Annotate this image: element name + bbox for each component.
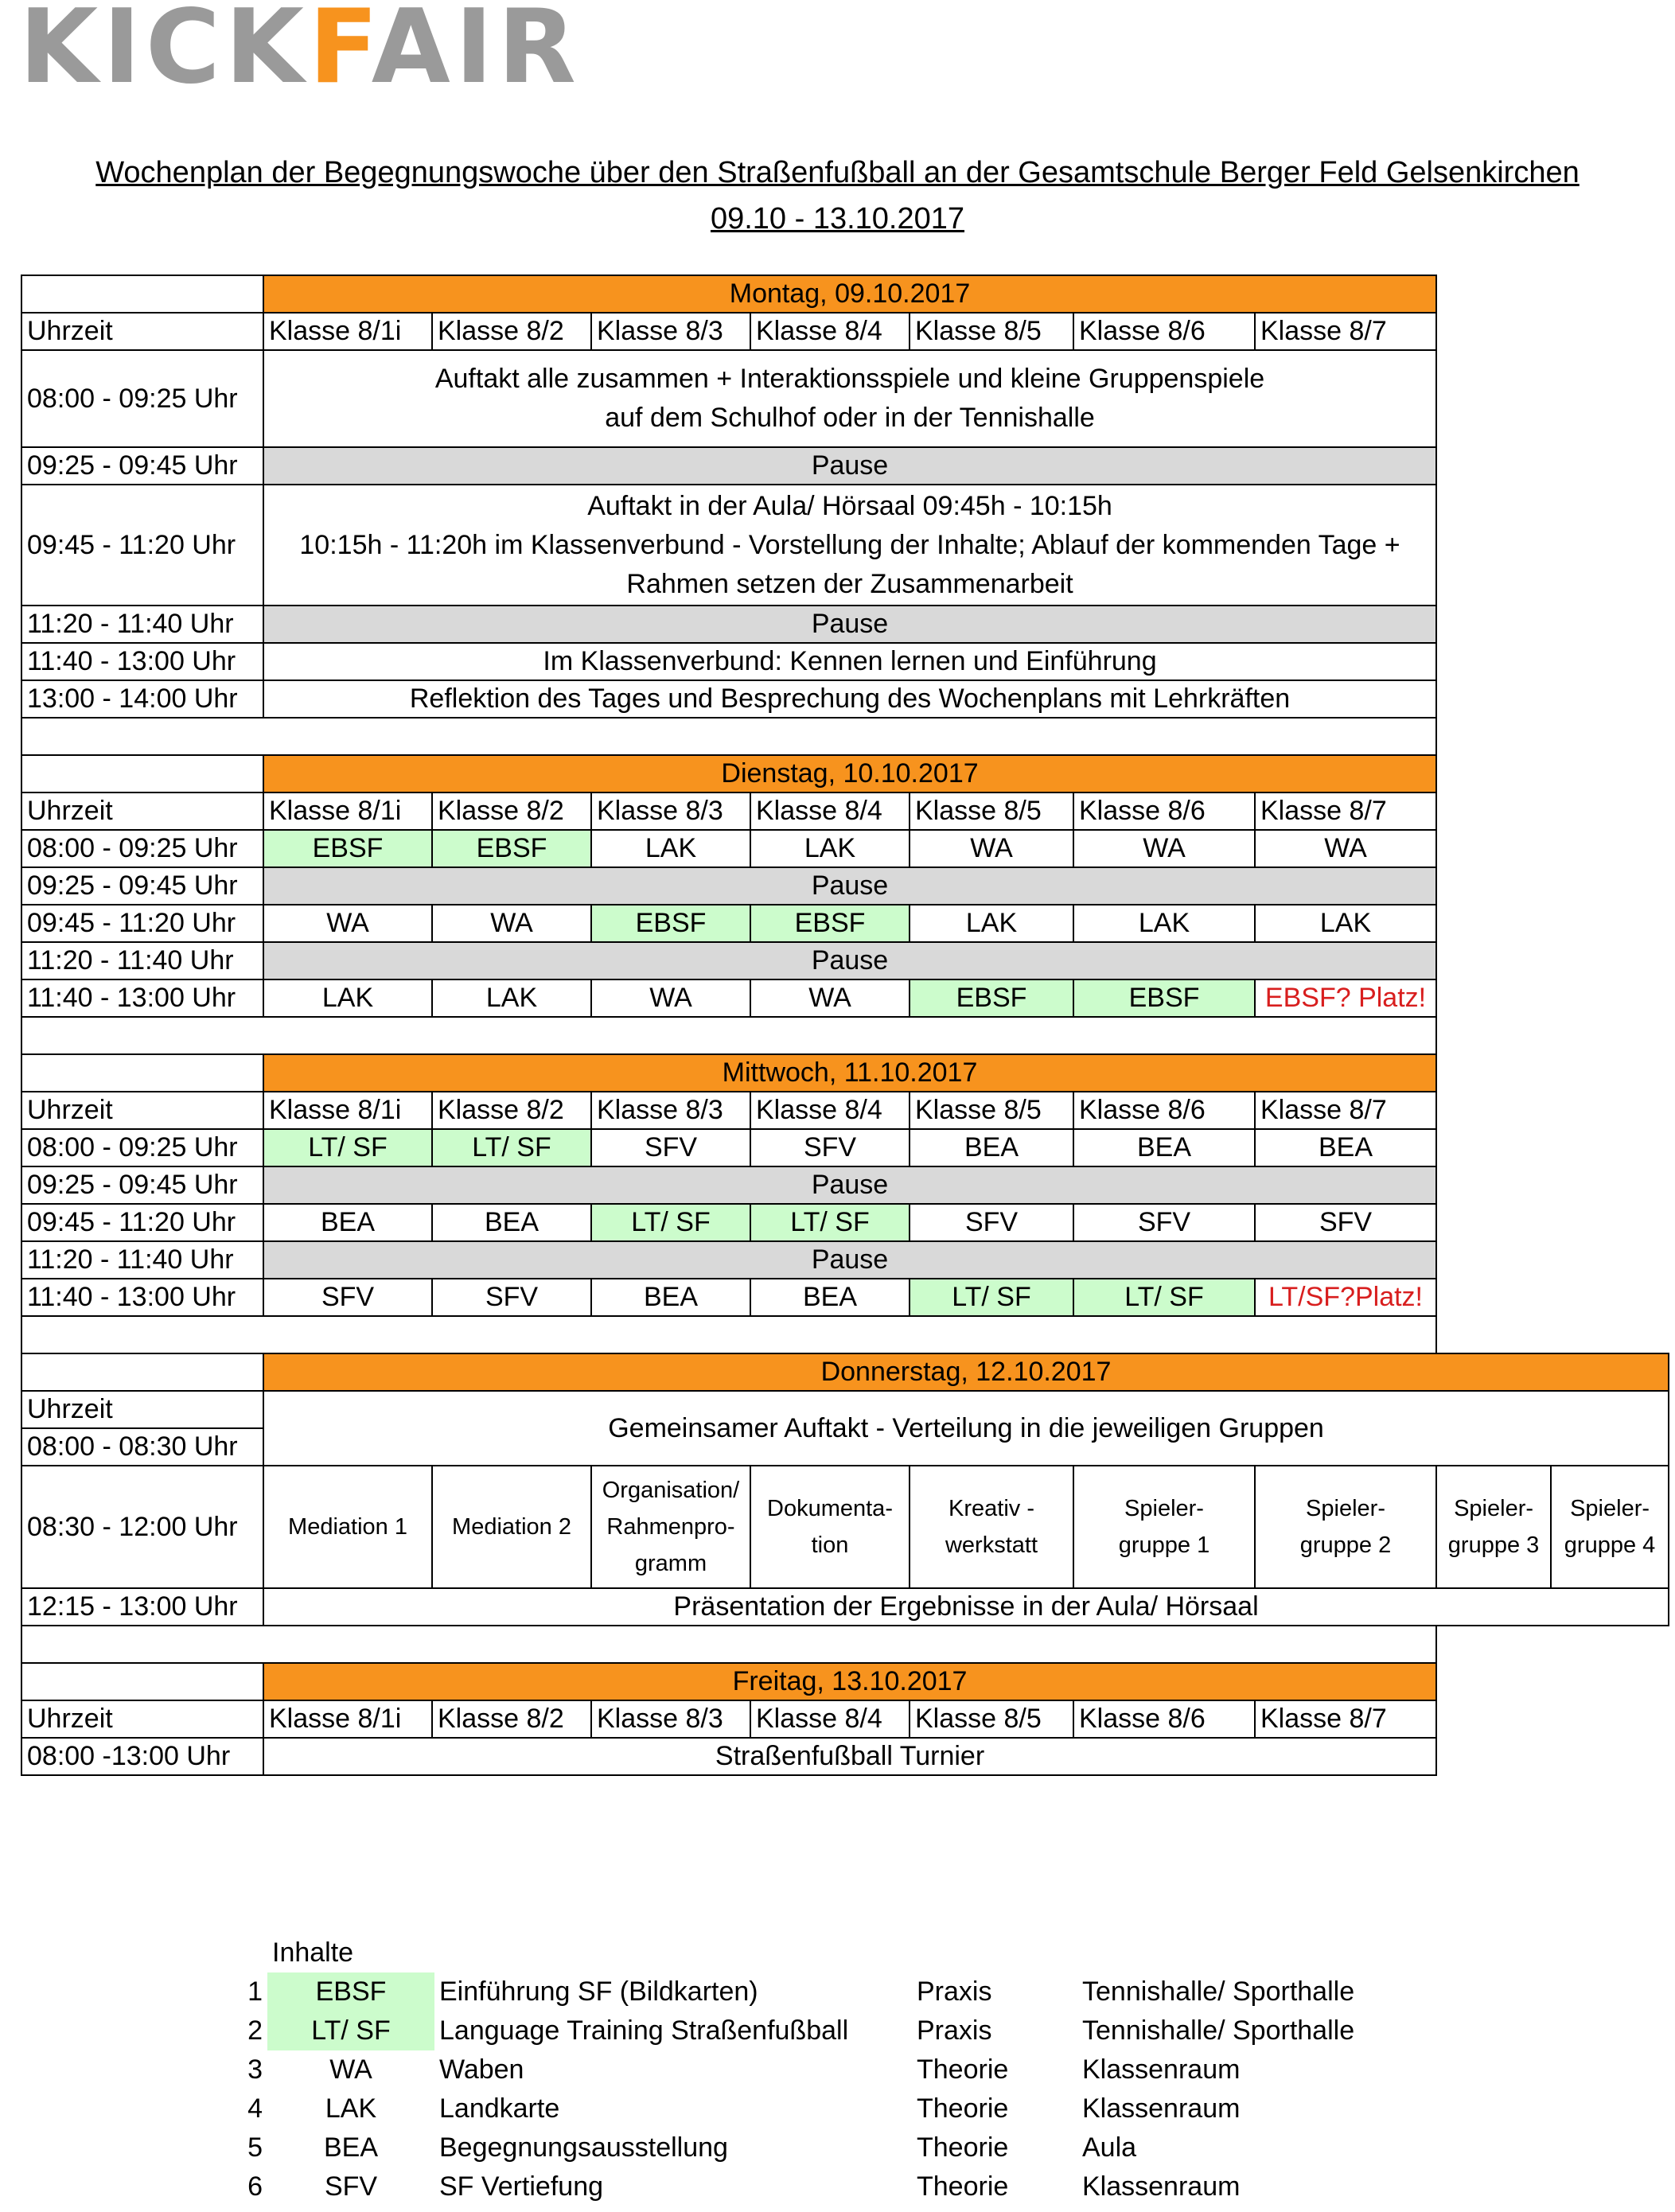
activity-cell: LAK [432,979,591,1017]
time-label: Uhrzeit [21,1092,263,1129]
spacer-row [21,1626,1669,1663]
legend-code: LAK [325,2093,377,2124]
warning-cell: LT/SF?Platz! [1255,1279,1436,1316]
legend-place: Tennishalle/ Sporthalle [1082,1976,1355,2007]
class-label: Klasse 8/5 [910,793,1073,830]
time-cell: 08:00 - 08:30 Uhr [21,1428,263,1466]
legend-name: Language Training Straßenfußball [439,2015,849,2046]
activity-cell: BEA [1073,1129,1255,1166]
activity-cell: BEA [1255,1129,1436,1166]
activity-cell: SFV [910,1204,1073,1241]
activity-cell: LAK [750,830,910,867]
pause-row [21,1241,1669,1279]
group-cell: Kreativ - werkstatt [910,1466,1073,1588]
legend-name: Begegnungsausstellung [439,2132,728,2163]
legend-type: Praxis [917,1976,992,2007]
schedule-row [21,905,1669,942]
tuesday-header-row [21,755,1669,793]
time-cell: 13:00 - 14:00 Uhr [21,680,263,718]
class-label: Klasse 8/6 [1073,793,1255,830]
groups-row [21,1466,1669,1588]
class-label: Klasse 8/7 [1255,793,1436,830]
time-cell: 09:25 - 09:45 Uhr [21,1166,263,1204]
class-label: Klasse 8/5 [910,1092,1073,1129]
monday-class-row [21,313,1669,350]
class-label: Klasse 8/5 [910,313,1073,350]
activity-cell: Reflektion des Tages und Besprechung des Wochenplans mit Lehrkräften [263,680,1436,718]
time-cell: 11:40 - 13:00 Uhr [21,1279,263,1316]
spacer-row [21,1017,1669,1054]
class-label: Klasse 8/3 [591,1700,750,1738]
activity-cell: SFV [1255,1204,1436,1241]
activity-cell: LAK [910,905,1073,942]
activity-cell: SFV [432,1279,591,1316]
schedule-row [21,979,1669,1017]
pause-row [21,1166,1669,1204]
class-label: Klasse 8/2 [432,1700,591,1738]
activity-cell: WA [591,979,750,1017]
legend-row [223,2011,1416,2050]
kickfair-logo [19,0,581,107]
group-cell: Spieler- gruppe 1 [1073,1466,1255,1588]
group-cell: Dokumenta- tion [750,1466,910,1588]
class-label: Klasse 8/7 [1255,1092,1436,1129]
logo-part-3: AIR [371,0,581,107]
class-label: Klasse 8/3 [591,313,750,350]
activity-cell: WA [263,905,432,942]
activity-cell: EBSF [750,905,910,942]
legend-place: Klassenraum [1082,2054,1241,2085]
class-label: Klasse 8/1i [263,793,432,830]
pause-row [21,942,1669,979]
pause-cell: Pause [263,867,1436,905]
pause-cell: Pause [263,1166,1436,1204]
logo-part-1: KICK [19,0,309,107]
class-label: Klasse 8/4 [750,313,910,350]
thursday-header-row [21,1353,1669,1391]
activity-cell: LAK [263,979,432,1017]
activity-cell: BEA [591,1279,750,1316]
day-header-monday: Montag, 09.10.2017 [263,275,1436,313]
activity-cell: EBSF [910,979,1073,1017]
legend-type: Theorie [917,2171,1009,2202]
time-cell: 09:25 - 09:45 Uhr [21,867,263,905]
time-cell: 11:20 - 11:40 Uhr [21,1241,263,1279]
warning-cell: EBSF? Platz! [1255,979,1436,1017]
time-cell: 09:25 - 09:45 Uhr [21,447,263,485]
class-label: Klasse 8/3 [591,793,750,830]
schedule-row [21,350,1669,447]
time-label: Uhrzeit [21,313,263,350]
activity-cell: WA [1255,830,1436,867]
day-header-friday: Freitag, 13.10.2017 [263,1663,1436,1700]
tuesday-class-row [21,793,1669,830]
time-cell: 08:00 - 09:25 Uhr [21,1129,263,1166]
schedule-row [21,1204,1669,1241]
thursday-label-row [21,1391,1669,1428]
activity-cell: LT/ SF [1073,1279,1255,1316]
schedule-row [21,1279,1669,1316]
page-title [0,150,1675,196]
time-cell: 12:15 - 13:00 Uhr [21,1588,263,1626]
time-cell: 11:20 - 11:40 Uhr [21,942,263,979]
time-cell: 08:00 - 09:25 Uhr [21,350,263,447]
pause-row [21,867,1669,905]
activity-cell: SFV [591,1129,750,1166]
pause-cell: Pause [263,942,1436,979]
time-cell: 11:20 - 11:40 Uhr [21,606,263,643]
activity-cell: BEA [910,1129,1073,1166]
legend-code: SFV [324,2171,378,2202]
pause-cell: Pause [263,606,1436,643]
schedule-row [21,1129,1669,1166]
activity-cell: Im Klassenverbund: Kennen lernen und Einführung [263,643,1436,680]
activity-cell: Straßenfußball Turnier [263,1738,1436,1775]
time-cell: 09:45 - 11:20 Uhr [21,485,263,606]
class-label: Klasse 8/4 [750,793,910,830]
legend-row [223,2050,1416,2089]
legend-code: EBSF [267,1972,434,2011]
time-label: Uhrzeit [21,1700,263,1738]
day-header-wednesday: Mittwoch, 11.10.2017 [263,1054,1436,1092]
pause-cell: Pause [263,447,1436,485]
legend-name: Landkarte [439,2093,560,2124]
class-label: Klasse 8/2 [432,793,591,830]
legend-code: LT/ SF [267,2011,434,2050]
class-label: Klasse 8/4 [750,1092,910,1129]
time-cell: 08:00 - 09:25 Uhr [21,830,263,867]
friday-header-row [21,1663,1669,1700]
activity-cell: SFV [263,1279,432,1316]
activity-cell: LT/ SF [750,1204,910,1241]
class-label: Klasse 8/1i [263,313,432,350]
legend-number: 3 [247,2054,263,2085]
legend-place: Klassenraum [1082,2171,1241,2202]
friday-class-row [21,1700,1669,1738]
title-line-2: 09.10 - 13.10.2017 [710,202,965,236]
activity-cell: LT/ SF [432,1129,591,1166]
schedule-row [21,830,1669,867]
activity-cell: SFV [1073,1204,1255,1241]
legend-type: Theorie [917,2132,1009,2163]
legend-table [223,1934,1416,2206]
class-label: Klasse 8/7 [1255,1700,1436,1738]
legend-code: BEA [323,2132,379,2163]
activity-cell: EBSF [432,830,591,867]
schedule-row [21,1738,1669,1775]
activity-cell: BEA [263,1204,432,1241]
time-cell: 11:40 - 13:00 Uhr [21,643,263,680]
time-cell: 08:00 -13:00 Uhr [21,1738,263,1775]
legend-number: 1 [247,1976,263,2007]
group-cell: Spieler- gruppe 4 [1551,1466,1669,1588]
legend-name: Waben [439,2054,524,2085]
activity-cell: LAK [591,830,750,867]
activity-cell: Auftakt alle zusammen + Interaktionsspiele und kleine Gruppenspiele auf dem Schulhof oder in der Tennishalle [263,350,1436,447]
legend-type: Praxis [917,2015,992,2046]
schedule-row [21,680,1669,718]
legend-row [223,2128,1416,2167]
class-label: Klasse 8/4 [750,1700,910,1738]
monday-header-row [21,275,1669,313]
legend-number: 2 [247,2015,263,2046]
legend-number: 6 [247,2171,263,2202]
group-cell: Spieler- gruppe 3 [1436,1466,1551,1588]
group-cell: Organisation/ Rahmenpro- gramm [591,1466,750,1588]
title-line-1: Wochenplan der Begegnungswoche über den Straßenfußball an der Gesamtschule Berger Feld Gelsenkirchen [95,156,1580,189]
class-label: Klasse 8/2 [432,313,591,350]
group-cell: Mediation 2 [432,1466,591,1588]
day-header-tuesday: Dienstag, 10.10.2017 [263,755,1436,793]
activity-cell: EBSF [591,905,750,942]
wednesday-header-row [21,1054,1669,1092]
activity-cell: LAK [1255,905,1436,942]
wednesday-class-row [21,1092,1669,1129]
legend-title: Inhalte [272,1937,354,1968]
activity-cell: Präsentation der Ergebnisse in der Aula/ Hörsaal [263,1588,1669,1626]
pause-row [21,606,1669,643]
class-label: Klasse 8/5 [910,1700,1073,1738]
legend-code: WA [329,2054,372,2085]
class-label: Klasse 8/2 [432,1092,591,1129]
activity-cell: EBSF [263,830,432,867]
class-label: Klasse 8/1i [263,1700,432,1738]
legend-type: Theorie [917,2093,1009,2124]
activity-cell: LAK [1073,905,1255,942]
legend-name: Einführung SF (Bildkarten) [439,1976,758,2007]
legend-number: 4 [247,2093,263,2124]
schedule-row [21,643,1669,680]
activity-cell: WA [750,979,910,1017]
legend-row [223,2167,1416,2206]
spacer-row [21,718,1669,755]
activity-cell: LT/ SF [910,1279,1073,1316]
page-subtitle [0,196,1675,242]
activity-cell: WA [1073,830,1255,867]
schedule-table [21,275,1669,1776]
class-label: Klasse 8/7 [1255,313,1436,350]
group-cell: Mediation 1 [263,1466,432,1588]
group-cell: Spieler- gruppe 2 [1255,1466,1436,1588]
activity-cell: LT/ SF [263,1129,432,1166]
class-label: Klasse 8/6 [1073,313,1255,350]
legend-type: Theorie [917,2054,1009,2085]
class-label: Klasse 8/6 [1073,1092,1255,1129]
time-cell: 08:30 - 12:00 Uhr [21,1466,263,1588]
time-cell: 09:45 - 11:20 Uhr [21,1204,263,1241]
schedule-row [21,485,1669,606]
activity-cell: BEA [432,1204,591,1241]
spacer-row [21,1316,1669,1353]
activity-cell: Gemeinsamer Auftakt - Verteilung in die jeweiligen Gruppen [263,1391,1669,1466]
activity-cell: WA [432,905,591,942]
legend-number: 5 [247,2132,263,2163]
activity-cell: EBSF [1073,979,1255,1017]
legend-place: Tennishalle/ Sporthalle [1082,2015,1355,2046]
time-cell: 09:45 - 11:20 Uhr [21,905,263,942]
legend-name: SF Vertiefung [439,2171,604,2202]
class-label: Klasse 8/6 [1073,1700,1255,1738]
class-label: Klasse 8/1i [263,1092,432,1129]
legend-row [223,1972,1416,2011]
logo-part-2: F [308,0,372,107]
activity-cell: LT/ SF [591,1204,750,1241]
legend-title-row [223,1934,1416,1972]
time-cell: 11:40 - 13:00 Uhr [21,979,263,1017]
activity-cell: BEA [750,1279,910,1316]
class-label: Klasse 8/3 [591,1092,750,1129]
pause-row [21,447,1669,485]
activity-cell: SFV [750,1129,910,1166]
activity-cell: WA [910,830,1073,867]
time-label: Uhrzeit [21,793,263,830]
day-header-thursday: Donnerstag, 12.10.2017 [263,1353,1669,1391]
activity-cell: Auftakt in der Aula/ Hörsaal 09:45h - 10:15h 10:15h - 11:20h im Klassenverbund - Vorstellung der Inhalte; Ablauf der kommenden Tage + Rahmen setzen der Zusammenarbeit [263,485,1436,606]
legend-place: Klassenraum [1082,2093,1241,2124]
legend-row [223,2089,1416,2128]
legend-place: Aula [1082,2132,1137,2163]
time-label: Uhrzeit [21,1391,263,1428]
schedule-row [21,1588,1669,1626]
pause-cell: Pause [263,1241,1436,1279]
